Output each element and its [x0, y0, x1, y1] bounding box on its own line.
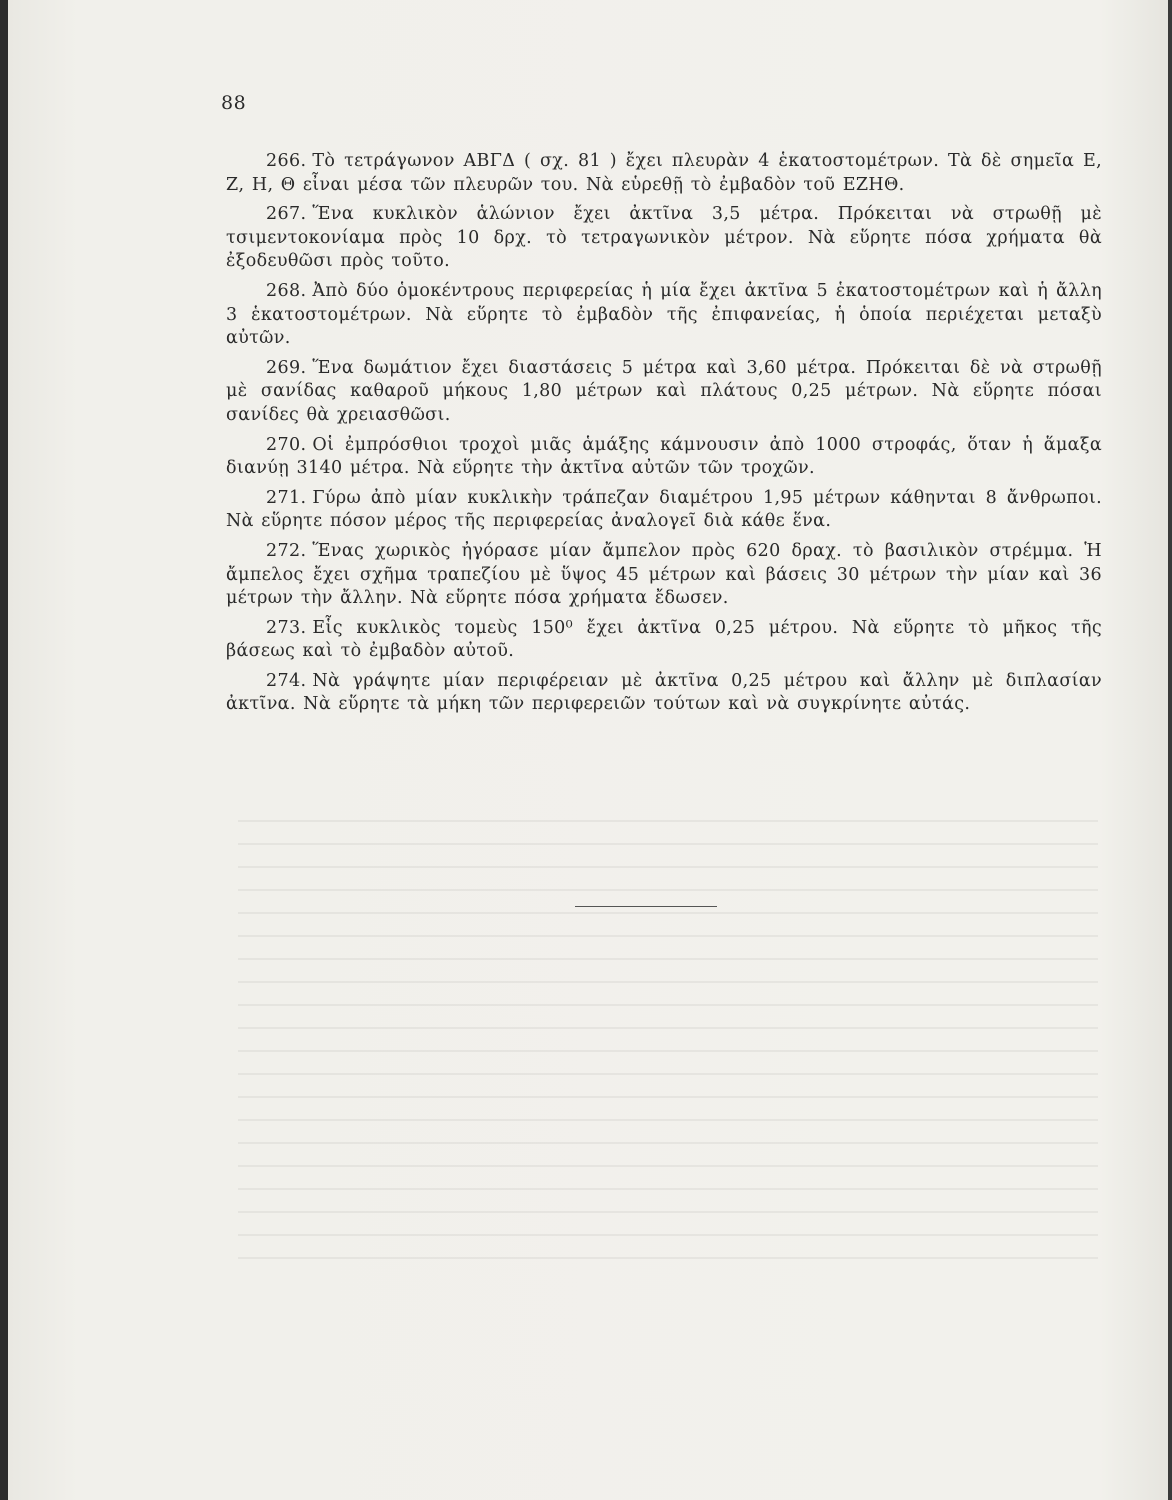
- problem-text: Γύρω ἀπὸ μίαν κυκλικὴν τράπεζαν διαμέτρου 1,95 μέτρων κάθηνται 8 ἄνθρωποι. Νὰ εὕρητε πόσον μέρος τῆς περιφερείας ἀναλογεῖ διὰ κάθε ἕνα.: [226, 487, 1102, 532]
- problem-270: [226, 434, 1102, 481]
- problem-number: 270.: [266, 434, 307, 455]
- problem-268: [226, 280, 1102, 351]
- problem-number: 272.: [266, 540, 307, 561]
- problem-number: 269.: [266, 357, 307, 378]
- problem-text: Ἕνα δωμάτιον ἔχει διαστάσεις 5 μέτρα καὶ 3,60 μέτρα. Πρόκειται δὲ νὰ στρωθῇ μὲ σανίδας καθαροῦ μήκους 1,80 μέτρων καὶ πλάτους 0,25 μέτρων. Νὰ εὕρητε πόσαι σανίδες θὰ χρειασθῶσι.: [226, 357, 1102, 425]
- problem-list: [226, 150, 1102, 723]
- problem-number: 274.: [266, 670, 307, 691]
- problem-266: [226, 150, 1102, 197]
- problem-number: 273.: [266, 617, 307, 638]
- problem-273: [226, 617, 1102, 664]
- page-number: 88: [221, 92, 247, 114]
- end-rule: [575, 906, 717, 907]
- problem-number: 271.: [266, 487, 307, 508]
- problem-text: Τὸ τετράγωνον ΑΒΓΔ ( σχ. 81 ) ἔχει πλευρὰν 4 ἑκατοστομέτρων. Τὰ δὲ σημεῖα Ε, Ζ, Η, Θ εἶναι μέσα τῶν πλευρῶν του. Νὰ εὑρεθῇ τὸ ἐμβαδὸν τοῦ ΕΖΗΘ.: [226, 151, 1102, 195]
- problem-text: Ἕνας χωρικὸς ἠγόρασε μίαν ἄμπελον πρὸς 620 δραχ. τὸ βασιλικὸν στρέμμα. Ἡ ἄμπελος ἔχει σχῆμα τραπεζίου μὲ ὕψος 45 μέτρων καὶ βάσεις 30 μέτρων τὴν μίαν καὶ 36 μέτρων τὴν ἄλλην. Νὰ εὕρητε πόσα χρήματα ἔδωσεν.: [226, 540, 1102, 609]
- problem-269: [226, 357, 1102, 428]
- problem-text: Εἷς κυκλικὸς τομεὺς 150⁰ ἔχει ἀκτῖνα 0,25 μέτρου. Νὰ εὕρητε τὸ μῆκος τῆς βάσεως καὶ τὸ ἐμβαδὸν αὐτοῦ.: [226, 617, 1102, 662]
- problem-text: Νὰ γράψητε μίαν περιφέρειαν μὲ ἀκτῖνα 0,25 μέτρου καὶ ἄλλην μὲ διπλασίαν ἀκτῖνα. Νὰ εὕρητε τὰ μήκη τῶν περιφερειῶν τούτων καὶ νὰ συγκρίνητε αὐτάς.: [226, 670, 1102, 715]
- problem-number: 267.: [266, 204, 307, 225]
- problem-267: [226, 203, 1102, 274]
- problem-number: 266.: [266, 151, 307, 171]
- problem-number: 268.: [266, 280, 307, 301]
- problem-272: [226, 540, 1102, 611]
- problem-text: Ἕνα κυκλικὸν ἁλώνιον ἔχει ἀκτῖνα 3,5 μέτρα. Πρόκειται νὰ στρωθῇ μὲ τσιμεντοκονίαμα πρὸς 10 δρχ. τὸ τετραγωνικὸν μέτρον. Νὰ εὕρητε πόσα χρήματα θὰ ἐξοδευθῶσι πρὸς τοῦτο.: [226, 204, 1102, 272]
- show-through-texture: [238, 820, 1098, 1340]
- problem-text: Ἀπὸ δύο ὁμοκέντρους περιφερείας ἡ μία ἔχει ἀκτῖνα 5 ἑκατοστομέτρων καὶ ἡ ἄλλη 3 ἑκατοστομέτρων. Νὰ εὕρητε τὸ ἐμβαδὸν τῆς ἐπιφανείας, ἡ ὁποία περιέχεται μεταξὺ αὐτῶν.: [226, 280, 1102, 349]
- problem-text: Οἱ ἐμπρόσθιοι τροχοὶ μιᾶς ἁμάξης κάμνουσιν ἀπὸ 1000 στροφάς, ὅταν ἡ ἅμαξα διανύῃ 3140 μέτρα. Νὰ εὕρητε τὴν ἀκτῖνα αὐτῶν τῶν τροχῶν.: [226, 434, 1102, 479]
- problem-271: [226, 487, 1102, 534]
- problem-274: [226, 670, 1102, 717]
